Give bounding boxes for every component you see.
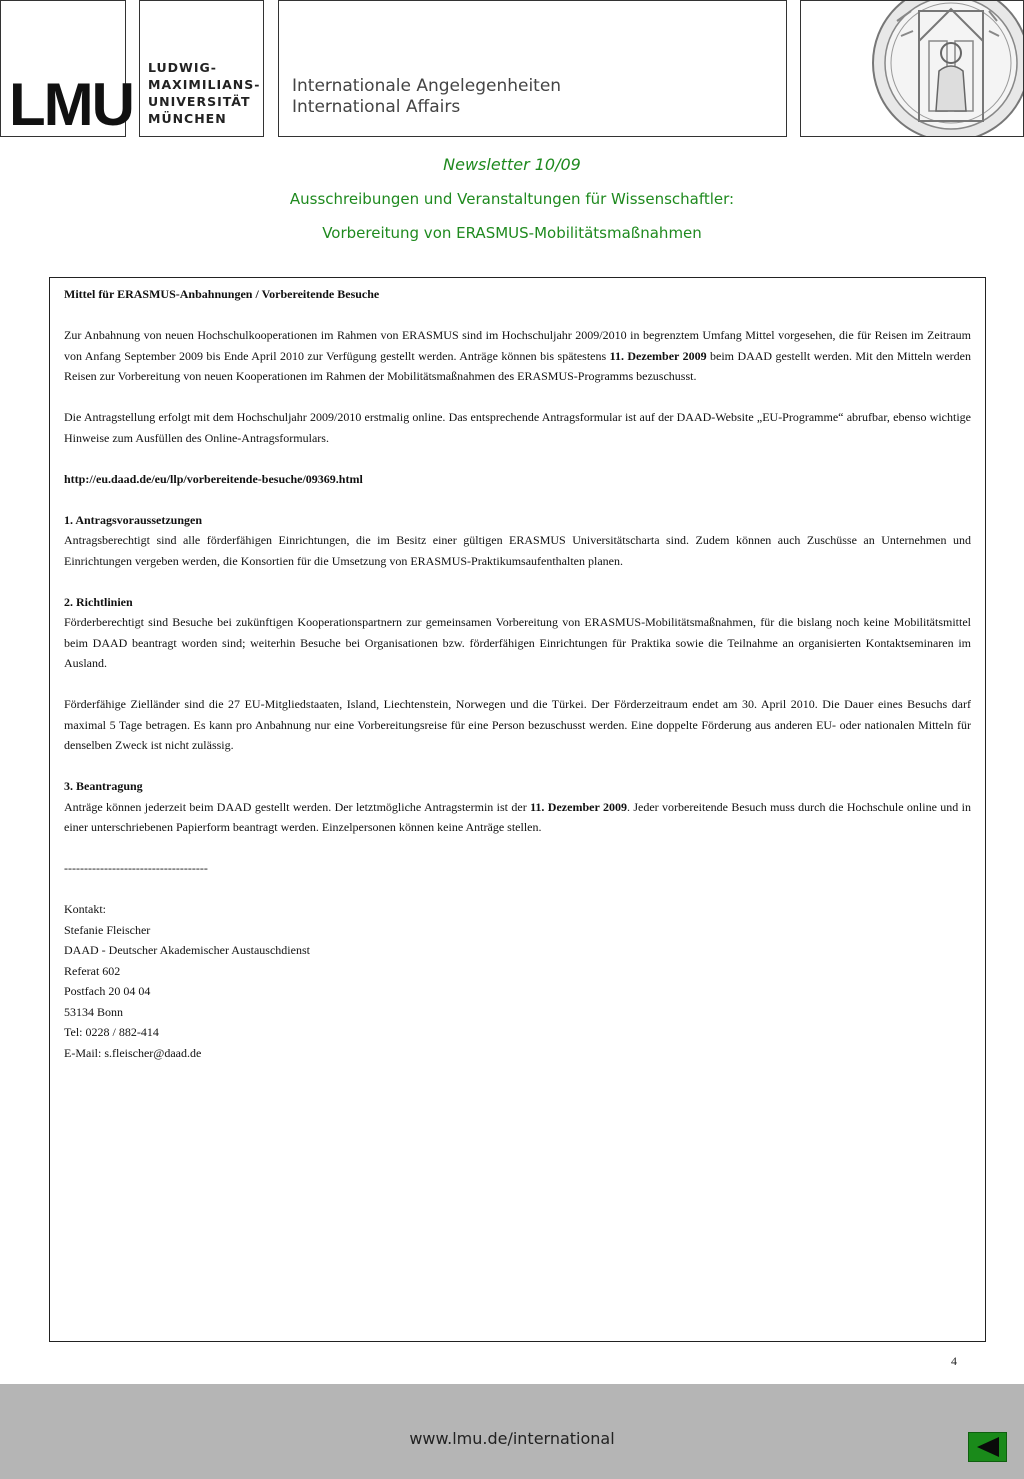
university-line: UNIVERSITÄT bbox=[148, 94, 251, 109]
deadline-date: 11. Dezember 2009 bbox=[530, 799, 627, 814]
section-1-title: 1. Antragsvoraussetzungen bbox=[64, 512, 203, 527]
section-2-text-1: Förderberechtigt sind Besuche bei zukünftigen Kooperationspartnern zur gemeinsamen Vorbereitung von ERASMUS-Mobilitätsmaßnahmen, für die bislang noch keine Mobilitätsmittel beim DAAD beantragt worden sind; weiterhin Besuche bei Organisationen bzw. förderfähigen Einrichtungen für Praktika sowie die Teilnahme an organisierten Kontaktseminaren im Ausland. bbox=[64, 615, 971, 670]
department-name bbox=[292, 76, 561, 118]
contact-line: Referat 602 bbox=[64, 963, 121, 978]
intro-paragraph-1 bbox=[64, 325, 971, 387]
university-seal-box bbox=[800, 0, 1024, 137]
university-name-box bbox=[139, 0, 264, 137]
deadline-date: 11. Dezember 2009 bbox=[609, 348, 707, 363]
contact-line: 53134 Bonn bbox=[64, 1004, 124, 1019]
article-content bbox=[64, 284, 971, 1063]
contact-line: Stefanie Fleischer bbox=[64, 922, 151, 937]
university-name bbox=[148, 59, 260, 127]
text-run: . Jeder vorbereitende Besuch muss durch die Hochschule online und in einer unterschriebenen Papierform beantragt werden. Einzelpersonen können keine Anträge stellen. bbox=[64, 799, 971, 834]
section-3-title: 3. Beantragung bbox=[64, 779, 143, 793]
contact-line: Postfach 20 04 04 bbox=[64, 984, 151, 998]
footer-url-link[interactable]: www.lmu.de/international bbox=[409, 1429, 615, 1448]
lmu-logo-box bbox=[0, 0, 133, 138]
text-run: beim DAAD gestellt werden. Mit den Mitteln werden Reisen zur Vorbereitung von neuen Kooperationen im Rahmen der Mobilitätsmaßnahmen des ERASMUS-Programms bezuschusst. bbox=[64, 348, 971, 383]
text-run: Zur Anbahnung von neuen Hochschulkooperationen im Rahmen von ERASMUS sind im Hochschuljahr 2009/2010 in begrenztem Umfang Mittel vorgesehen, die für Reisen im Zeitraum von Anfang September 2009 bis Ende April 2010 zur Verfügung gestellt werden. Anträge können bis spätestens bbox=[64, 328, 971, 363]
subtitle-line-2: Vorbereitung von ERASMUS-Mobilitätsmaßnahmen bbox=[322, 224, 702, 242]
separator-line: ------------------------------------ bbox=[64, 861, 208, 875]
section-2-text-2: Förderfähige Zielländer sind die 27 EU-Mitgliedstaaten, Island, Liechtenstein, Norwegen und die Türkei. Der Förderzeitraum endet am 30. April 2010. Die Dauer eines Besuchs darf maximal 5 Tage betragen. Es kann pro Anbahnung nur eine Vorbereitungsreise für eine Person bezuschusst werden. Eine doppelte Förderung aus anderen EU- oder nationalen Mitteln für denselben Zweck ist nicht zulässig. bbox=[64, 697, 971, 752]
contact-line: Tel: 0228 / 882-414 bbox=[64, 1025, 159, 1039]
intro-paragraph-2: Die Antragstellung erfolgt mit dem Hochschuljahr 2009/2010 erstmalig online. Das entsprechende Antragsformular ist auf der DAAD-Website „EU-Programme“ abrufbar, ebenso wichtige Hinweise zum Ausfüllen des Online-Antragsformulars. bbox=[64, 410, 971, 445]
text-run: Anträge können jederzeit beim DAAD gestellt werden. Der letztmögliche Antragstermin ist der bbox=[64, 799, 531, 814]
contact-line: Kontakt: bbox=[64, 902, 106, 916]
university-line: MÜNCHEN bbox=[148, 111, 227, 126]
section-2-title: 2. Richtlinien bbox=[64, 594, 133, 609]
daad-link[interactable]: http://eu.daad.de/eu/llp/vorbereitende-besuche/09369.html bbox=[64, 471, 363, 486]
university-seal-icon bbox=[801, 1, 1024, 137]
section-1-text: Antragsberechtigt sind alle förderfähigen Einrichtungen, die im Besitz einer gültigen ERASMUS Universitätscharta sind. Zudem können auch Zuschüsse an Unternehmen und Einrichtungen vergeben werden, die Konsortien für die Umsetzung von ERASMUS-Praktikumsaufenthalten planen. bbox=[64, 533, 971, 568]
department-line-de: Internationale Angelegenheiten bbox=[292, 76, 562, 96]
university-line: MAXIMILIANS- bbox=[148, 77, 261, 92]
subtitle-line-1: Ausschreibungen und Veranstaltungen für Wissenschaftler: bbox=[289, 190, 735, 208]
footer-bar bbox=[0, 1384, 1024, 1479]
back-arrow-icon bbox=[969, 1433, 1006, 1461]
department-line-en: International Affairs bbox=[292, 97, 461, 117]
department-box bbox=[278, 0, 787, 137]
article-heading: Mittel für ERASMUS-Anbahnungen / Vorbereitende Besuche bbox=[64, 287, 380, 301]
article-box bbox=[49, 277, 986, 1342]
page-number: 4 bbox=[951, 1354, 957, 1368]
contact-email[interactable]: E-Mail: s.fleischer@daad.de bbox=[64, 1045, 202, 1060]
university-line: LUDWIG- bbox=[148, 60, 217, 75]
contact-line: DAAD - Deutscher Akademischer Austauschdienst bbox=[64, 943, 310, 957]
section-3-text bbox=[64, 797, 971, 838]
lmu-logo: LMU bbox=[9, 71, 133, 138]
back-button[interactable] bbox=[968, 1432, 1007, 1462]
newsletter-title: Newsletter 10/09 bbox=[443, 155, 581, 174]
